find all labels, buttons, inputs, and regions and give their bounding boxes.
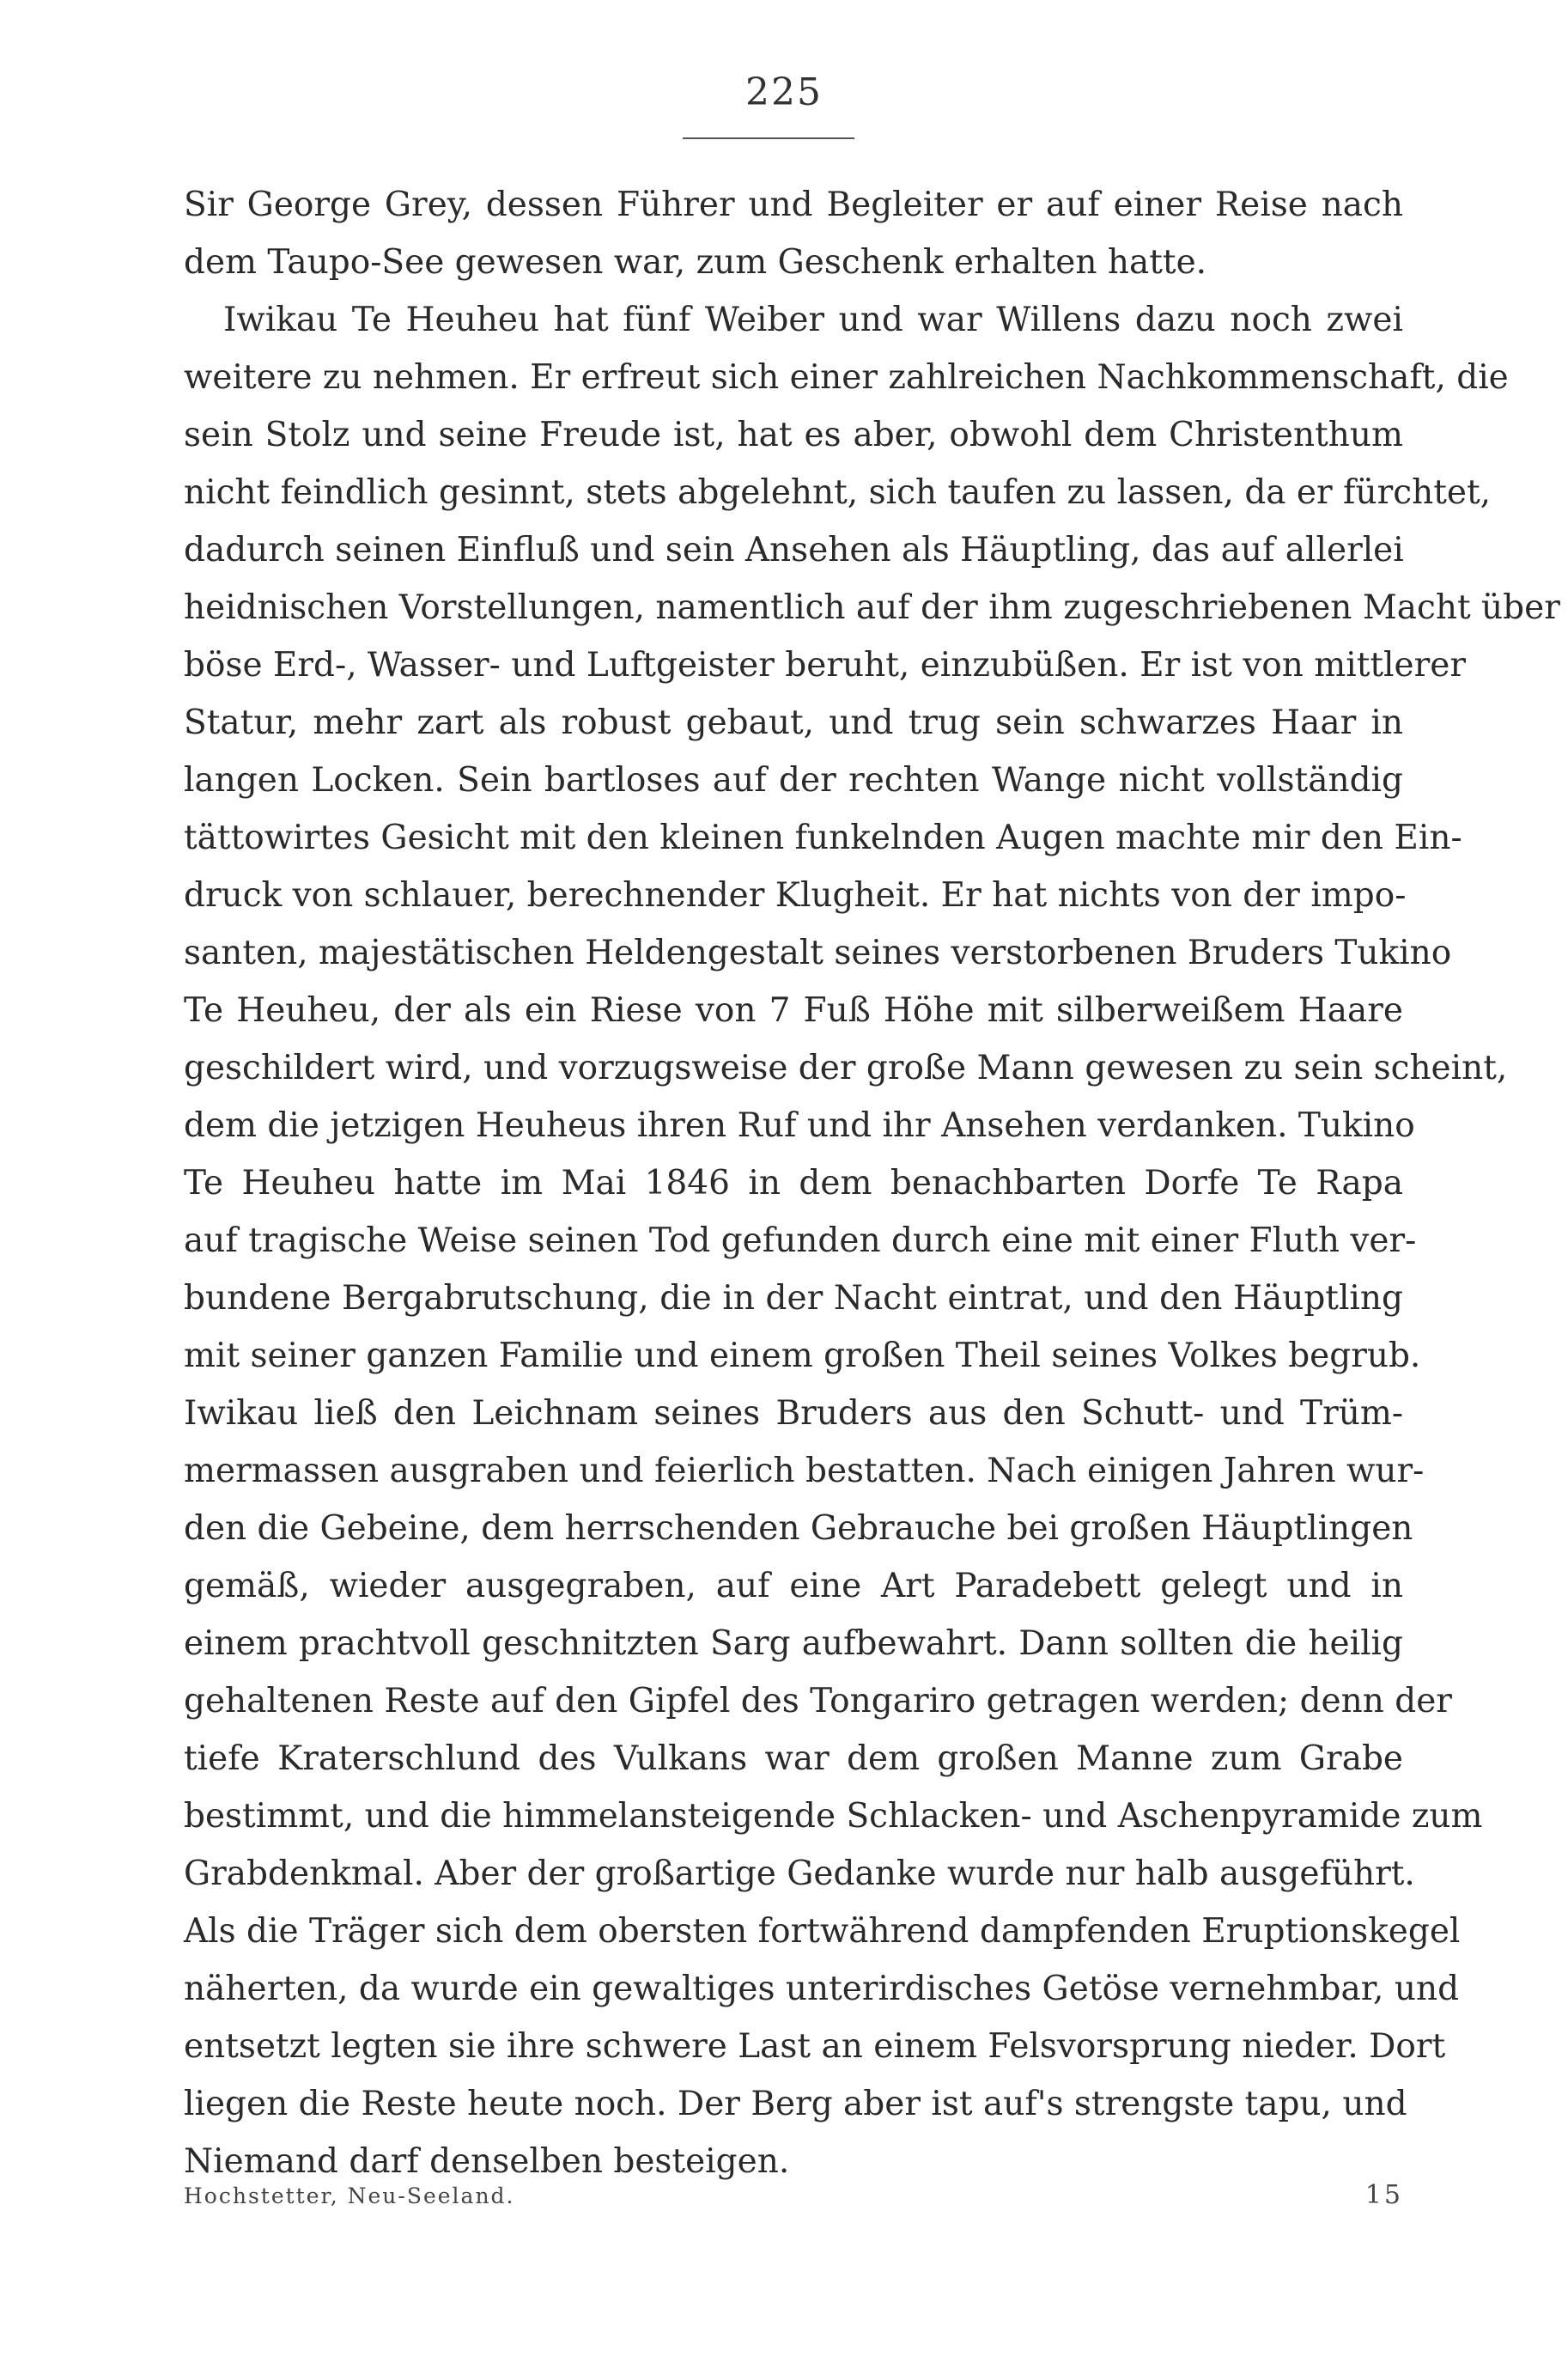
text-line: Iwikau ließ den Leichnam seines Bruders aus den Schutt- und Trüm-	[184, 1394, 1403, 1433]
text-line: geschildert wird, und vorzugsweise der große Mann gewesen zu sein scheint,	[184, 1049, 1508, 1087]
text-line: langen Locken. Sein bartloses auf der rechten Wange nicht vollständig	[184, 761, 1403, 800]
text-line: mermassen ausgraben und feierlich bestatten. Nach einigen Jahren wur-	[184, 1452, 1425, 1490]
footer-signature: Hochstetter, Neu-Seeland.	[184, 2183, 515, 2208]
footer-sheet-number: 15	[1364, 2180, 1403, 2210]
text-line: tiefe Kraterschlund des Vulkans war dem großen Manne zum Grabe	[184, 1739, 1403, 1778]
text-line: sein Stolz und seine Freude ist, hat es aber, obwohl dem Christenthum	[184, 416, 1403, 454]
text-line: liegen die Reste heute noch. Der Berg aber ist auf's strengste tapu, und	[184, 2085, 1407, 2123]
text-line: heidnischen Vorstellungen, namentlich auf der ihm zugeschriebenen Macht über	[184, 588, 1560, 627]
text-line: Te Heuheu hatte im Mai 1846 in dem benachbarten Dorfe Te Rapa	[184, 1164, 1403, 1203]
text-line: santen, majestätischen Heldengestalt seines verstorbenen Bruders Tukino	[184, 934, 1452, 972]
text-line: tättowirtes Gesicht mit den kleinen funkelnden Augen machte mir den Ein-	[184, 819, 1462, 857]
text-line: gemäß, wieder ausgegraben, auf eine Art Paradebett gelegt und in	[184, 1567, 1403, 1605]
text-line: Grabdenkmal. Aber der großartige Gedanke wurde nur halb ausgeführt.	[184, 1854, 1415, 1893]
text-line: dem Taupo-See gewesen war, zum Geschenk erhalten hatte.	[184, 243, 1207, 282]
text-line: Als die Träger sich dem obersten fortwährend dampfenden Eruptionskegel	[184, 1912, 1461, 1951]
text-line: Iwikau Te Heuheu hat fünf Weiber und war Willens dazu noch zwei	[223, 301, 1403, 339]
text-line: Statur, mehr zart als robust gebaut, und trug sein schwarzes Haar in	[184, 703, 1403, 742]
text-line: den die Gebeine, dem herrschenden Gebrauche bei großen Häuptlingen	[184, 1509, 1413, 1548]
text-line: auf tragische Weise seinen Tod gefunden durch eine mit einer Fluth ver-	[184, 1221, 1417, 1260]
header-rule	[683, 137, 854, 139]
text-line: nicht feindlich gesinnt, stets abgelehnt, sich taufen zu lassen, da er fürchtet,	[184, 473, 1492, 512]
text-line: Sir George Grey, dessen Führer und Begleiter er auf einer Reise nach	[184, 186, 1403, 224]
text-line: Te Heuheu, der als ein Riese von 7 Fuß Höhe mit silberweißem Haare	[184, 991, 1403, 1030]
text-line: weitere zu nehmen. Er erfreut sich einer zahlreichen Nachkommenschaft, die	[184, 358, 1509, 397]
page-number: 225	[745, 70, 823, 114]
body-text	[184, 176, 1560, 2190]
text-line: dem die jetzigen Heuheus ihren Ruf und ihr Ansehen verdanken. Tukino	[184, 1106, 1415, 1145]
text-line: bestimmt, und die himmelansteigende Schlacken- und Aschenpyramide zum	[184, 1797, 1483, 1836]
text-line: einem prachtvoll geschnitzten Sarg aufbewahrt. Dann sollten die heilig	[184, 1624, 1403, 1663]
text-line: druck von schlauer, berechnender Klugheit. Er hat nichts von der impo-	[184, 876, 1407, 915]
text-line: dadurch seinen Einfluß und sein Ansehen als Häuptling, das auf allerlei	[184, 531, 1404, 569]
text-line: bundene Bergabrutschung, die in der Nacht eintrat, und den Häuptling	[184, 1279, 1403, 1318]
page-footer	[184, 2180, 1403, 2218]
text-line: entsetzt legten sie ihre schwere Last an einem Felsvorsprung nieder. Dort	[184, 2027, 1446, 2066]
text-line: Niemand darf denselben besteigen.	[184, 2142, 790, 2181]
text-line: näherten, da wurde ein gewaltiges unterirdisches Getöse vernehmbar, und	[184, 1970, 1460, 2008]
text-line: gehaltenen Reste auf den Gipfel des Tongariro getragen werden; denn der	[184, 1682, 1452, 1720]
text-line: böse Erd-, Wasser- und Luftgeister beruht, einzubüßen. Er ist von mittlerer	[184, 646, 1466, 685]
text-line: mit seiner ganzen Familie und einem großen Theil seines Volkes begrub.	[184, 1337, 1421, 1375]
